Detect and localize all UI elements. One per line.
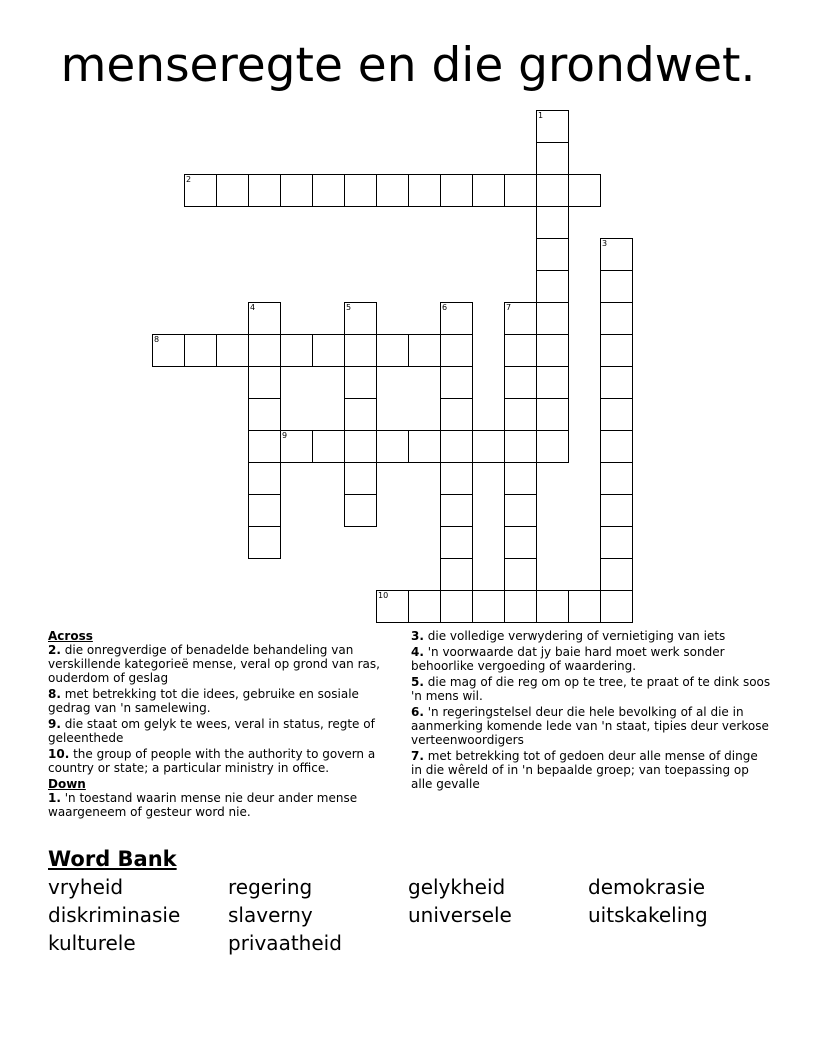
- grid-cell[interactable]: [248, 334, 281, 367]
- word-bank-item: uitskakeling: [588, 903, 708, 927]
- grid-cell[interactable]: [280, 334, 313, 367]
- grid-cell[interactable]: [536, 270, 569, 303]
- clue-text: 'n voorwaarde dat jy baie hard moet werk sonder behoorlike vergoeding of waardering.: [411, 645, 725, 673]
- down-clue-list: [48, 791, 400, 819]
- grid-cell[interactable]: [440, 462, 473, 495]
- clue-number: 8: [154, 335, 160, 344]
- clue-text: met betrekking tot of gedoen deur alle mense of dinge in die wêreld of in 'n bepaalde groep; van toepassing op alle gevalle: [411, 749, 758, 791]
- grid-cell[interactable]: [472, 590, 505, 623]
- word-bank-item: demokrasie: [588, 875, 706, 899]
- grid-cell[interactable]: [280, 174, 313, 207]
- grid-cell[interactable]: [184, 174, 217, 207]
- grid-cell[interactable]: [536, 590, 569, 623]
- grid-cell[interactable]: [248, 526, 281, 559]
- clue-item: [411, 749, 771, 791]
- grid-cell[interactable]: [344, 462, 377, 495]
- grid-cell[interactable]: [280, 430, 313, 463]
- clue-text: die volledige verwydering of vernietiging van iets: [423, 629, 726, 643]
- clue-item: [48, 747, 400, 775]
- grid-cell[interactable]: [504, 462, 537, 495]
- grid-cell[interactable]: [440, 590, 473, 623]
- grid-cell[interactable]: [248, 398, 281, 431]
- clue-number: 7: [506, 303, 512, 312]
- clue-num: 7.: [411, 749, 424, 763]
- clue-text: die mag of die reg om op te tree, te praat of te dink soos 'n mens wil.: [411, 675, 771, 703]
- clue-text: the group of people with the authority to govern a country or state; a particular ministry in office.: [48, 747, 376, 775]
- grid-cell[interactable]: [504, 398, 537, 431]
- grid-cell[interactable]: [440, 302, 473, 335]
- word-bank-item: slaverny: [228, 903, 313, 927]
- grid-cell[interactable]: [600, 238, 633, 271]
- clue-num: 3.: [411, 629, 424, 643]
- grid-cell[interactable]: [504, 366, 537, 399]
- grid-cell[interactable]: [536, 174, 569, 207]
- grid-cell[interactable]: [600, 526, 633, 559]
- clue-item: [48, 687, 400, 715]
- grid-cell[interactable]: [600, 558, 633, 591]
- clue-text: die staat om gelyk te wees, veral in status, regte of geleenthede: [48, 717, 375, 745]
- grid-cell[interactable]: [600, 494, 633, 527]
- grid-cell[interactable]: [440, 558, 473, 591]
- clues-right-column: [411, 629, 771, 793]
- grid-cell[interactable]: [504, 334, 537, 367]
- clue-item: [48, 643, 400, 685]
- grid-cell[interactable]: [408, 590, 441, 623]
- grid-cell[interactable]: [536, 110, 569, 143]
- grid-cell[interactable]: [536, 398, 569, 431]
- clue-item: [411, 675, 771, 703]
- clue-item: [411, 705, 771, 747]
- grid-cell[interactable]: [248, 494, 281, 527]
- clues-left-column: [48, 629, 400, 821]
- grid-cell[interactable]: [248, 462, 281, 495]
- grid-cell[interactable]: [568, 174, 601, 207]
- grid-cell[interactable]: [440, 174, 473, 207]
- grid-cell[interactable]: [344, 430, 377, 463]
- grid-cell[interactable]: [472, 174, 505, 207]
- grid-cell[interactable]: [344, 334, 377, 367]
- grid-cell[interactable]: [312, 430, 345, 463]
- grid-cell[interactable]: [536, 430, 569, 463]
- clue-number: 4: [250, 303, 256, 312]
- grid-cell[interactable]: [440, 494, 473, 527]
- grid-cell[interactable]: [344, 366, 377, 399]
- grid-cell[interactable]: [408, 430, 441, 463]
- grid-cell[interactable]: [408, 334, 441, 367]
- clue-text: 'n toestand waarin mense nie deur ander mense waargeneem of gesteur word nie.: [48, 791, 358, 819]
- grid-cell[interactable]: [312, 334, 345, 367]
- grid-cell[interactable]: [376, 430, 409, 463]
- grid-cell[interactable]: [248, 430, 281, 463]
- clue-number: 10: [378, 591, 389, 600]
- grid-cell[interactable]: [600, 366, 633, 399]
- grid-cell[interactable]: [376, 174, 409, 207]
- grid-cell[interactable]: [440, 398, 473, 431]
- grid-cell[interactable]: [536, 142, 569, 175]
- clue-num: 2.: [48, 643, 61, 657]
- grid-cell[interactable]: [600, 430, 633, 463]
- word-bank-item: diskriminasie: [48, 903, 181, 927]
- clue-number: 6: [442, 303, 448, 312]
- grid-cell[interactable]: [216, 174, 249, 207]
- grid-cell[interactable]: [344, 494, 377, 527]
- word-bank-item: regering: [228, 875, 313, 899]
- grid-cell[interactable]: [344, 174, 377, 207]
- clue-number: 5: [346, 303, 352, 312]
- clue-text: 'n regeringstelsel deur die hele bevolking of al die in aanmerking komende lede van 'n staat, tipies deur verkose verteenwoordigers: [411, 705, 769, 747]
- clue-num: 5.: [411, 675, 424, 689]
- word-bank-item: kulturele: [48, 931, 136, 955]
- clue-num: 1.: [48, 791, 61, 805]
- clue-item: [411, 629, 771, 643]
- grid-cell[interactable]: [344, 302, 377, 335]
- word-bank-item: privaatheid: [228, 931, 342, 955]
- grid-cell[interactable]: [504, 590, 537, 623]
- grid-cell[interactable]: [376, 334, 409, 367]
- clue-item: [48, 791, 400, 819]
- grid-cell[interactable]: [312, 174, 345, 207]
- grid-cell[interactable]: [536, 238, 569, 271]
- grid-cell[interactable]: [152, 334, 185, 367]
- clue-number: 1: [538, 111, 544, 120]
- grid-cell[interactable]: [504, 302, 537, 335]
- grid-cell[interactable]: [600, 334, 633, 367]
- clue-num: 10.: [48, 747, 70, 761]
- grid-cell[interactable]: [504, 558, 537, 591]
- grid-cell[interactable]: [536, 302, 569, 335]
- page-title: menseregte en die grondwet.: [60, 38, 756, 93]
- down-heading: Down: [48, 777, 86, 791]
- clue-num: 6.: [411, 705, 424, 719]
- grid-cell[interactable]: [536, 334, 569, 367]
- grid-cell[interactable]: [568, 590, 601, 623]
- grid-cell[interactable]: [504, 494, 537, 527]
- across-heading: Across: [48, 629, 93, 643]
- word-bank-heading: Word Bank: [48, 847, 177, 871]
- grid-cell[interactable]: [440, 430, 473, 463]
- grid-cell[interactable]: [536, 206, 569, 239]
- grid-cell[interactable]: [376, 590, 409, 623]
- clue-text: die onregverdige of benadelde behandeling van verskillende kategorieë mense, veral op grond van ras, ouderdom of geslag: [48, 643, 380, 685]
- grid-cell[interactable]: [600, 302, 633, 335]
- grid-cell[interactable]: [600, 590, 633, 623]
- grid-cell[interactable]: [600, 398, 633, 431]
- grid-cell[interactable]: [248, 302, 281, 335]
- grid-cell[interactable]: [536, 366, 569, 399]
- clue-num: 9.: [48, 717, 61, 731]
- word-bank-item: vryheid: [48, 875, 124, 899]
- grid-cell[interactable]: [504, 174, 537, 207]
- grid-cell[interactable]: [440, 526, 473, 559]
- grid-cell[interactable]: [600, 462, 633, 495]
- grid-cell[interactable]: [344, 398, 377, 431]
- clue-num: 8.: [48, 687, 61, 701]
- grid-cell[interactable]: [408, 174, 441, 207]
- grid-cell[interactable]: [600, 270, 633, 303]
- clue-item: [48, 717, 400, 745]
- word-bank-item: gelykheid: [408, 875, 506, 899]
- grid-cell[interactable]: [504, 430, 537, 463]
- clue-num: 4.: [411, 645, 424, 659]
- across-clue-list: [48, 643, 400, 775]
- down-clue-list-continued: [411, 629, 771, 791]
- clue-number: 3: [602, 239, 608, 248]
- grid-cell[interactable]: [248, 366, 281, 399]
- grid-cell[interactable]: [472, 430, 505, 463]
- word-bank-item: universele: [408, 903, 512, 927]
- grid-cell[interactable]: [440, 334, 473, 367]
- grid-cell[interactable]: [216, 334, 249, 367]
- grid-cell[interactable]: [248, 174, 281, 207]
- clue-item: [411, 645, 771, 673]
- grid-cell[interactable]: [440, 366, 473, 399]
- clue-number: 2: [186, 175, 192, 184]
- grid-cell[interactable]: [184, 334, 217, 367]
- grid-cell[interactable]: [504, 526, 537, 559]
- clue-text: met betrekking tot die idees, gebruike en sosiale gedrag van 'n samelewing.: [48, 687, 359, 715]
- clue-number: 9: [282, 431, 288, 440]
